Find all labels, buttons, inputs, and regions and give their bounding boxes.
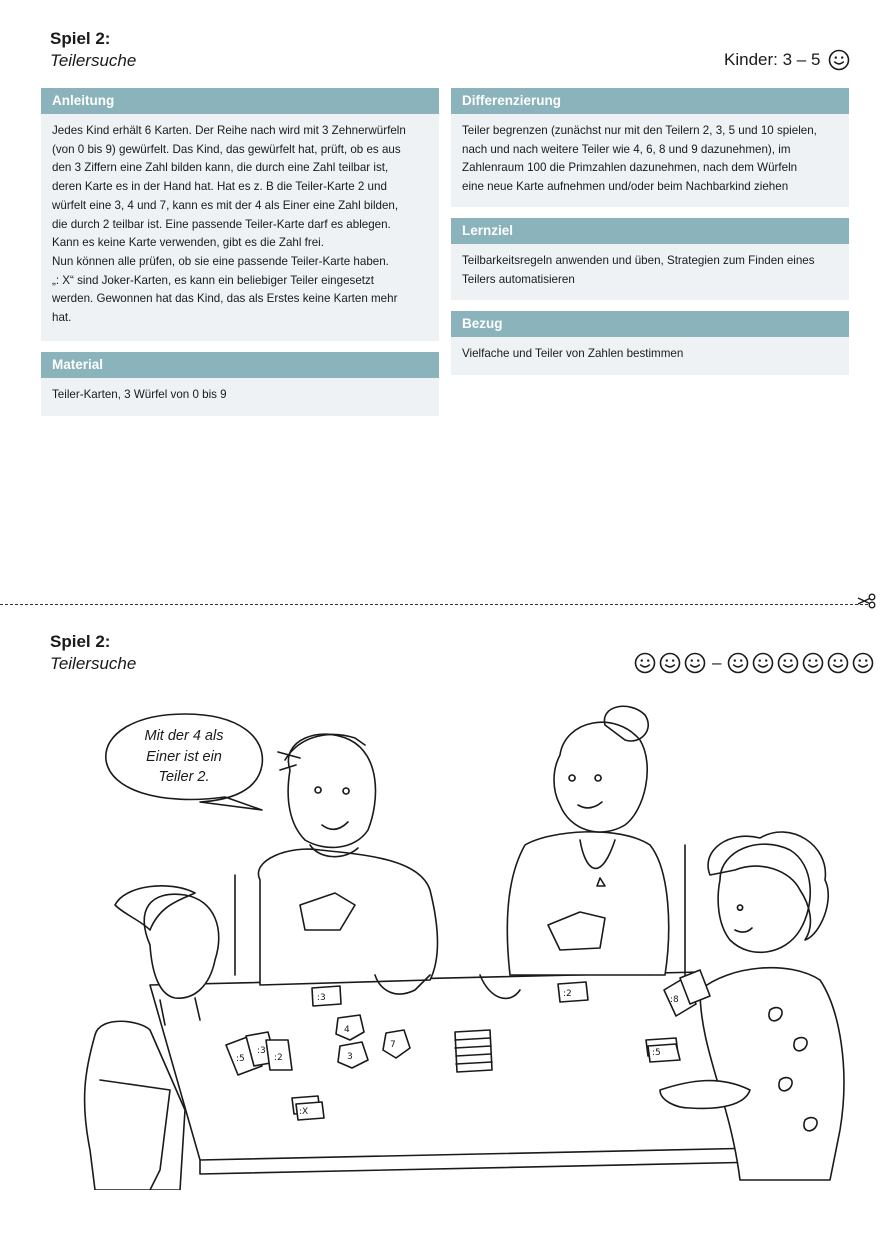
cut-line <box>0 604 868 605</box>
anleitung-line: Kann es keine Karte verwenden, gibt es die Zahl frei. <box>52 236 324 250</box>
smiley-icon <box>852 652 874 674</box>
card-label: :5 <box>236 1054 245 1064</box>
anleitung-line: hat. <box>52 311 72 325</box>
boy-center <box>235 734 438 994</box>
smiley-icon <box>777 652 799 674</box>
smiley-icon <box>752 652 774 674</box>
material-box <box>41 352 439 416</box>
bezug-text: Vielfache und Teiler von Zahlen bestimmen <box>462 347 684 360</box>
lernziel-line: Teilers automatisieren <box>462 272 575 286</box>
player-count-smileys <box>634 652 874 674</box>
differenzierung-line: Zahlenraum 100 die Primzahlen dazunehmen, nach dem Würfeln <box>462 161 798 175</box>
speech-line: Teiler 2. <box>158 769 210 785</box>
game-name: Teilersuche <box>50 51 137 70</box>
smiley-icon <box>634 652 656 674</box>
anleitung-line: Nun können alle prüfen, ob sie eine passende Teiler-Karte haben. <box>52 254 389 268</box>
card-label: :X <box>299 1107 309 1117</box>
game-name-bottom: Teilersuche <box>50 654 137 673</box>
anleitung-line: deren Karte es in der Hand hat. Hat es z. B die Teiler-Karte 2 und <box>52 180 387 194</box>
anleitung-line: den 3 Ziffern eine Zahl bilden kann, die durch eine Zahl teilbar ist, <box>52 161 389 175</box>
die-label: 7 <box>390 1040 396 1050</box>
speech-line: Mit der 4 als <box>144 728 224 744</box>
lernziel-line: Teilbarkeitsregeln anwenden und üben, Strategien zum Finden eines <box>462 254 815 267</box>
card-deck <box>455 1030 492 1072</box>
smiley-icon <box>684 652 706 674</box>
girl-center <box>480 706 685 998</box>
anleitung-title: Anleitung <box>41 88 439 114</box>
anleitung-line: die durch 2 teilbar ist. Eine passende Teiler-Karte darf es ablegen. <box>52 217 391 231</box>
die-label: 4 <box>344 1025 350 1035</box>
card-label: :3 <box>257 1046 266 1056</box>
anleitung-line: würfelt eine 3, 4 und 7, kann es mit der 4 als Einer eine Zahl bilden, <box>52 198 399 212</box>
card-label: :8 <box>670 995 679 1005</box>
smiley-icon <box>659 652 681 674</box>
differenzierung-body <box>451 114 849 205</box>
card-label: :2 <box>563 989 572 999</box>
differenzierung-box <box>451 88 849 207</box>
bezug-title: Bezug <box>451 311 849 337</box>
lernziel-box <box>451 218 849 300</box>
anleitung-line: (von 0 bis 9) gewürfelt. Das Kind, das gewürfelt hat, prüft, ob es aus <box>52 142 401 156</box>
anleitung-line: werden. Gewonnen hat das Kind, das als Erstes keine Karten mehr <box>52 292 398 306</box>
lernziel-title: Lernziel <box>451 218 849 244</box>
smiley-icon <box>802 652 824 674</box>
speech-line: Einer ist ein <box>146 748 222 765</box>
range-dash: – <box>712 653 722 672</box>
lernziel-body <box>451 244 849 297</box>
anleitung-line: „: X“ sind Joker-Karten, es kann ein beliebiger Teiler eingesetzt <box>52 273 375 287</box>
differenzierung-line: eine neue Karte aufnehmen und/oder beim Nachbarkind ziehen <box>462 180 789 194</box>
anleitung-line: Jedes Kind erhält 6 Karten. Der Reihe nach wird mit 3 Zehnerwürfeln <box>52 124 406 137</box>
speech-bubble-text <box>128 726 240 788</box>
die-label: 3 <box>347 1052 353 1062</box>
scissors-icon <box>856 593 878 609</box>
smiley-icon <box>828 49 850 71</box>
bezug-box <box>451 311 849 375</box>
card-label: :2 <box>274 1053 283 1063</box>
kids-count <box>724 49 850 71</box>
smiley-icon <box>727 652 749 674</box>
material-text: Teiler-Karten, 3 Würfel von 0 bis 9 <box>52 388 227 401</box>
anleitung-box <box>41 88 439 341</box>
kids-label: Kinder: 3 – 5 <box>724 50 821 69</box>
differenzierung-title: Differenzierung <box>451 88 849 114</box>
card-label: :3 <box>317 993 326 1003</box>
material-title: Material <box>41 352 439 378</box>
game-number-bottom: Spiel 2: <box>50 632 111 651</box>
differenzierung-line: nach und nach weitere Teiler wie 4, 6, 8 und 9 dazunehmen), im <box>462 142 791 156</box>
game-number: Spiel 2: <box>50 29 111 48</box>
smiley-icon <box>827 652 849 674</box>
card-label: :5 <box>652 1048 661 1058</box>
differenzierung-line: Teiler begrenzen (zunächst nur mit den Teilern 2, 3, 5 und 10 spielen, <box>462 124 817 137</box>
anleitung-body <box>41 114 439 336</box>
